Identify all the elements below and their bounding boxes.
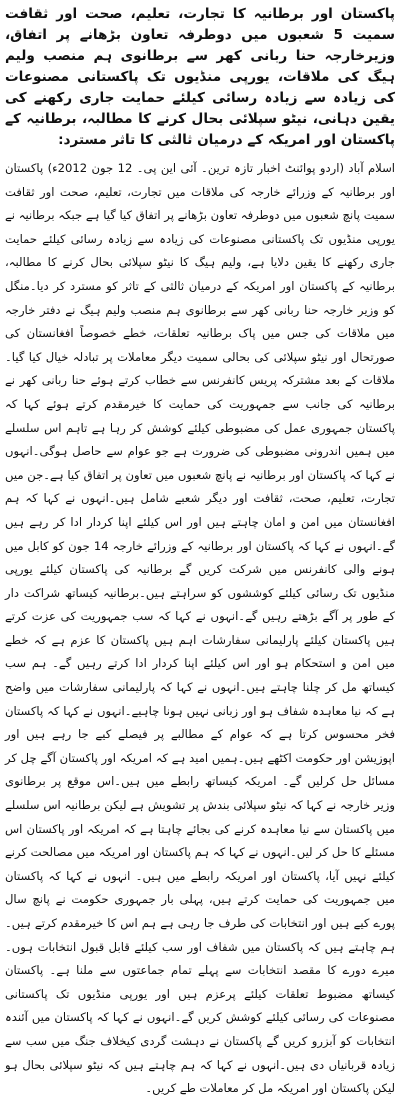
article-headline: پاکستان اور برطانیہ کا تجارت، تعلیم، صحت اور ثقافت سمیت 5 شعبوں میں دوطرفہ تعاون بڑھانے پر اتفاق، وزیرخارجہ حنا ربانی کھر سے برطانوی ہم منصب ولیم ہیگ کی ملاقات، یورپی منڈیوں تک پاکستانی مصنوعات کی زیادہ سے زیادہ رسائی کیلئے حمایت جاری رکھنے کی یقین دہانی، نیٹو سپلائی بحال کرنے کا مطالبہ، برطانیہ کے پاکستان اور امریکہ کے درمیان ثالثی کا تاثر مسترد: xyxy=(5,6,396,148)
article-body: اسلام آباد (اردو پوائنٹ اخبار تازہ ترین۔ آئی این پی۔ 12 جون 2012ء) پاکستان اور برطانیہ کے وزرائے خارجہ کی ملاقات میں تجارت، تعلیم، صحت اور ثقافت سمیت پانچ شعبوں میں دوطرفہ تعاون بڑھانے پر اتفاق کیا گیا ہے جبکہ برطانیہ نے یورپی منڈیوں تک پاکستانی مصنوعات کی زیادہ سے زیادہ رسائی کیلئے حمایت جاری رکھنے کا یقین دلایا ہے، ولیم ہیگ کا نیٹو سپلائی بحال کرنے کا مطالبہ، برطانیہ کے پاکستان اور امریکہ کے درمیان ثالثی کے تاثر کو مسترد کر دیا۔منگل کو وزیر خارجہ حنا ربانی کھر سے برطانوی ہم منصب ولیم ہیگ نے دفتر خارجہ میں ملاقات کی جس میں پاک برطانیہ تعلقات، خطے خصوصاً افغانستان کی صورتحال اور نیٹو سپلائی کی بحالی سمیت دیگر معاملات پر تبادلہ خیال کیا گیا۔ملاقات کے بعد مشترکہ پریس کانفرنس سے خطاب کرتے ہوئے حنا ربانی کھر نے برطانیہ کی جانب سے جمہوریت کی حمایت کا خیرمقدم کرتے ہوئے کہا کہ پاکستان جمہوری عمل کی مضبوطی کیلئے کوشش کر رہا ہے تاہم اس سلسلے میں ہمیں اندرونی مضبوطی کی ضرورت ہے جو عوام سے حاصل ہوگی۔انہوں نے کہا کہ پاکستان اور برطانیہ نے پانچ شعبوں میں تعاون پر اتفاق کیا ہے۔جن میں تجارت، تعلیم، صحت، ثقافت اور دیگر شعبے شامل ہیں۔انہوں نے کہا کہ ہم افغانستان میں امن و امان چاہتے ہیں اور اس کیلئے اپنا کردار ادا کر رہے ہیں گے۔انہوں نے کہا کہ پاکستان اور برطانیہ کے وزرائے خارجہ 14 جون کو کابل میں ہونے والی کانفرنس میں شرکت کریں گے برطانیہ کی پاکستان کیلئے یورپی منڈیوں تک رسائی کیلئے کوششوں کو سراہتے ہیں۔برطانیہ کیساتھ شراکت دار کے طور پر آگے بڑھتے رہیں گے۔انہوں نے کہا کہ سب جمہوریت کی عزت کرتے ہیں پاکستان کیلئے پارلیمانی سفارشات اہم ہیں پاکستان کا عزم ہے کہ خطے میں امن و استحکام ہو اور اس کیلئے اپنا کردار ادا کرتے رہیں گے۔ ہم سب کیساتھ مل کر چلنا چاہتے ہیں۔انہوں نے کہا کہ پارلیمانی سفارشات میں واضح ہے کہ نیا معاہدہ شفاف ہو اور زبانی نہیں ہونا چاہیے۔انہوں نے کہا کہ پاکستان فخر محسوس کرتا ہے کہ عوام کے مطالبے پر فیصلے کیے جا رہے ہیں اور اپوزیشن اور حکومت اکٹھے ہیں۔ہمیں امید ہے کہ امریکہ اور پاکستان آگے چل کر مسائل حل کرلیں گے۔ امریکہ کیساتھ رابطے میں ہیں۔اس موقع پر برطانوی وزیر خارجہ نے کہا کہ نیٹو سپلائی بندش پر تشویش ہے لیکن برطانیہ اس سلسلے میں پاکستان سے نیا معاہدہ کرنے کی بجائے چاہتا ہے کہ امریکہ اور پاکستان اس مسئلے کا حل کر لیں۔انہوں نے کہا کہ ہم پاکستان اور امریکہ میں مصالحت کرنے کیلئے نہیں آیا، پاکستان اور امریکہ رابطے میں ہیں۔ انہوں نے کہا کہ پاکستان میں جمہوریت کی حمایت کرتے ہیں، پہلی بار جمہوری حکومت نے پانچ سال پورے کیے ہیں اور انتخابات کی طرف جا رہی ہے ہم اس کا خیرمقدم کرتے ہیں۔ہم چاہتے ہیں کہ پاکستان میں شفاف اور سب کیلئے قابل قبول انتخابات ہوں۔ میرے دورے کا مقصد انتخابات سے پہلے تمام جماعتوں سے ملنا ہے۔ پاکستان کیساتھ مضبوط تعلقات کیلئے پرعزم ہیں اور یورپی منڈیوں تک پاکستانی مصنوعات کی رسائی کیلئے کوشش کریں گے۔انہوں نے کہا کہ پاکستان میں آئندہ انتخابات کو آبزرو کریں گے پاکستان نے دہشت گردی کیخلاف جنگ میں سب سے زیادہ قربانیاں دی ہیں۔انہوں نے کہا کہ ہم چاہتے ہیں کہ نیٹو سپلائی بحال ہو لیکن پاکستان اور امریکہ مل کر معاملات طے کریں۔ xyxy=(5,161,396,1096)
